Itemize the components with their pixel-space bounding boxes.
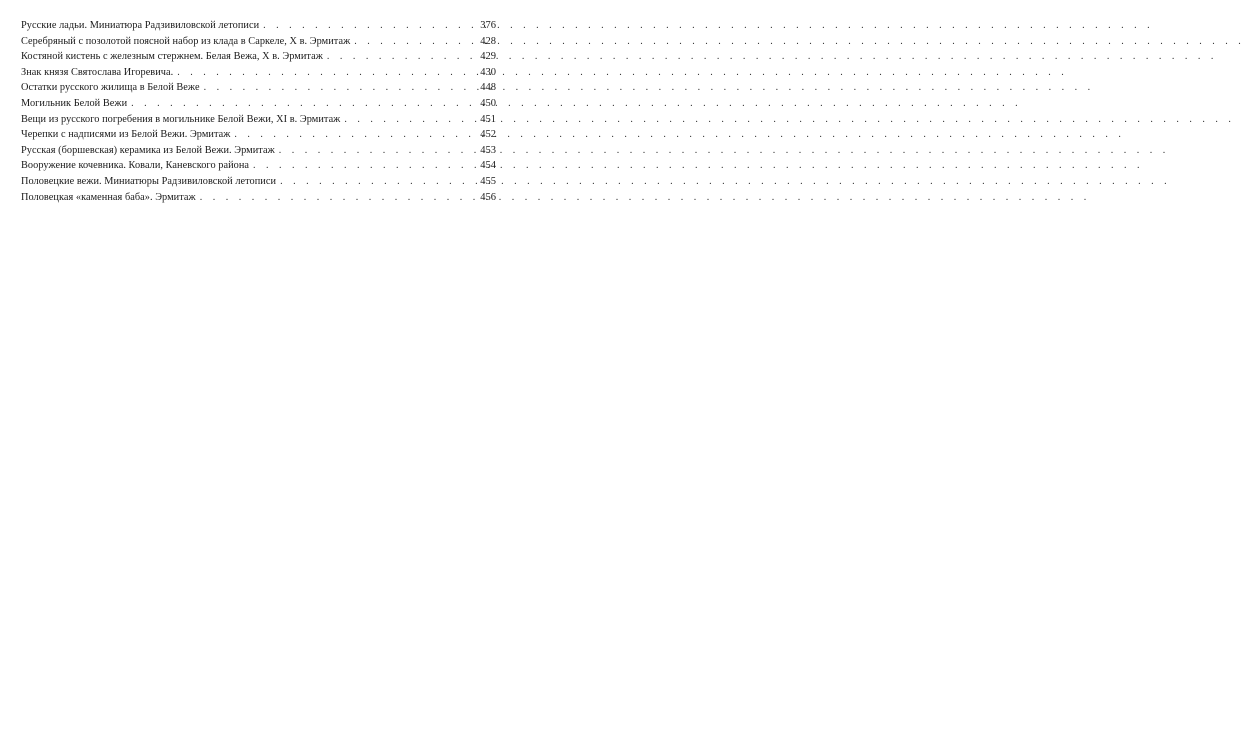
list-item [21,65,496,81]
entry-page: 450 [480,97,496,109]
list-item [21,34,496,50]
entry-title: Костяной кистень с железным стержнем. Белая Вежа, X в. Эрмитаж [21,51,323,63]
list-item [21,190,496,206]
illustrations-list [21,18,496,205]
list-item [21,49,496,65]
dot-leader [263,18,474,34]
dot-leader [200,190,474,206]
entry-page: 428 [480,35,496,47]
entry-title: Русские ладьи. Миниатюра Радзивиловской летописи [21,20,260,31]
entry-title: Вооружение кочевника. Ковали, Каневского района [21,160,250,172]
dot-leader [204,80,474,96]
entry-page: 430 [480,66,496,78]
dot-leader [234,127,474,143]
entry-page: 453 [480,144,496,156]
dot-leader [177,65,474,81]
dot-leader [280,174,474,190]
entry-title: Черепки с надписями из Белой Вежи. Эрмитаж [21,129,231,141]
entry-title: Серебряный с позолотой поясной набор из клада в Саркеле, X в. Эрмитаж [21,35,351,47]
dot-leader [279,143,474,159]
list-item [21,112,496,128]
list-item [21,127,496,143]
list-item [21,18,496,34]
entry-page: 452 [480,129,496,141]
list-item [21,158,496,174]
entry-title: Половецкие вежи. Миниатюры Радзивиловской летописи [21,175,277,187]
entry-title: Знак князя Святослава Игоревича. [21,66,174,78]
entry-title: Остатки русского жилища в Белой Веже [21,82,200,94]
entry-page: 451 [480,113,496,125]
entry-title: Вещи из русского погребения в могильнике Белой Вежи, XI в. Эрмитаж [21,113,341,125]
dot-leader [344,112,474,128]
list-item [21,143,496,159]
list-item [21,174,496,190]
entry-page: 455 [480,175,496,187]
dot-leader [131,96,474,112]
list-item [21,96,496,112]
entry-page: 376 [480,20,496,31]
dot-leader [253,158,474,174]
entry-page: 456 [480,191,496,203]
entry-title: Могильник Белой Вежи [21,97,128,109]
entry-page: 429 [480,51,496,63]
dot-leader [327,49,474,65]
entry-page: 448 [480,82,496,94]
entry-title: Половецкая «каменная баба». Эрмитаж [21,191,196,203]
dot-leader [354,34,474,50]
list-item [21,80,496,96]
entry-page: 454 [480,160,496,172]
entry-title: Русская (боршевская) керамика из Белой Вежи. Эрмитаж [21,144,275,156]
